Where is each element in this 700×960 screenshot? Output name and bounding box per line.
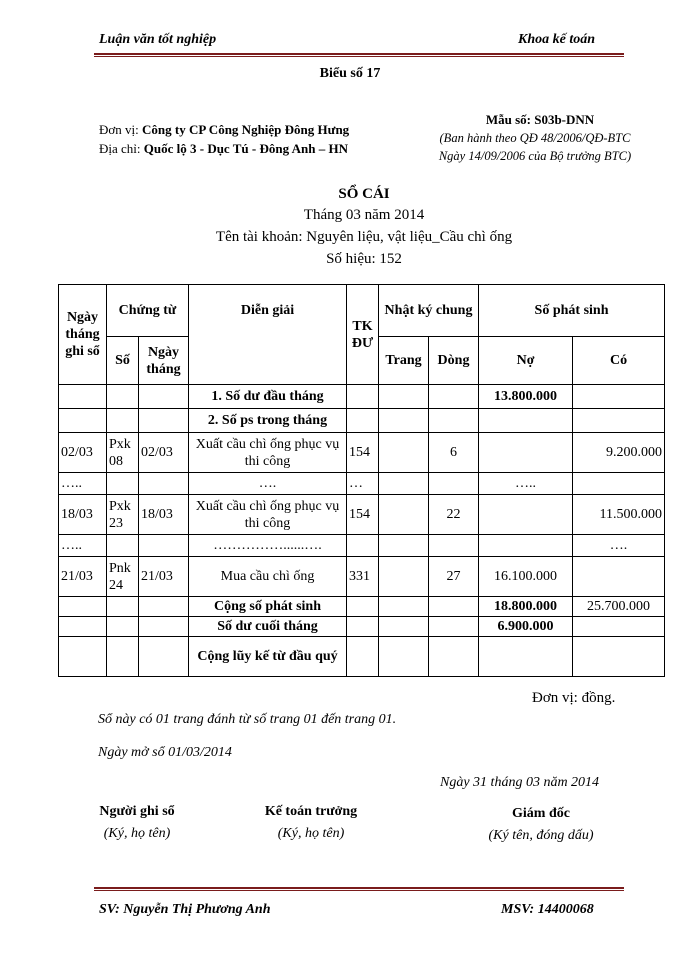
ledger-title: SỔ CÁI (338, 186, 390, 202)
company-address-label: Địa chỉ: (99, 141, 141, 156)
table-row (59, 385, 665, 409)
cell-journal-page (379, 535, 429, 557)
cell-credit: 25.700.000 (573, 597, 665, 617)
cell-journal-page (379, 637, 429, 677)
signature-block-chief-accountant (211, 804, 411, 842)
cell-debit: 16.100.000 (479, 557, 573, 597)
col-header-contra-account: TK ĐƯ (347, 285, 379, 385)
col-header-journal: Nhật ký chung (379, 285, 479, 337)
footer-divider (94, 887, 624, 889)
cell-credit: 11.500.000 (573, 495, 665, 535)
account-number: Số hiệu: 152 (326, 251, 402, 267)
signature-hint: (Ký tên, đóng dấu) (488, 828, 594, 843)
signature-role: Người ghi sổ (99, 804, 175, 819)
cell-description: …. (189, 473, 347, 495)
cell-credit: 9.200.000 (573, 433, 665, 473)
cell-journal-page (379, 597, 429, 617)
cell-credit (573, 637, 665, 677)
cell-voucher-date: 18/03 (139, 495, 189, 535)
cell-description: 2. Số ps trong tháng (189, 409, 347, 433)
cell-debit (479, 535, 573, 557)
cell-contra-account: 331 (347, 557, 379, 597)
ledger-table (58, 284, 665, 677)
currency-unit-note: Đơn vị: đồng. (532, 690, 616, 706)
signing-date: Ngày 31 tháng 03 năm 2014 (440, 775, 600, 790)
cell-description: Số dư cuối tháng (189, 617, 347, 637)
cell-contra-account: 154 (347, 433, 379, 473)
cell-voucher-date (139, 535, 189, 557)
cell-journal-line (429, 535, 479, 557)
footer-student-name: SV: Nguyễn Thị Phương Anh (99, 902, 271, 917)
cell-journal-line: 27 (429, 557, 479, 597)
cell-journal-line (429, 473, 479, 495)
company-unit-label: Đơn vị: (99, 122, 139, 137)
col-header-voucher-date: Ngày tháng (139, 337, 189, 385)
cell-date (59, 597, 107, 617)
cell-voucher-no (107, 535, 139, 557)
col-header-credit: Có (573, 337, 665, 385)
cell-credit: …. (573, 535, 665, 557)
table-row (59, 637, 665, 677)
company-address (99, 141, 348, 157)
cell-date (59, 385, 107, 409)
cell-contra-account (347, 617, 379, 637)
table-row (59, 473, 665, 495)
cell-voucher-no (107, 385, 139, 409)
cell-credit (573, 617, 665, 637)
cell-description: 1. Số dư đầu tháng (189, 385, 347, 409)
cell-contra-account (347, 597, 379, 617)
table-row (59, 617, 665, 637)
cell-description: Mua cầu chì ống (189, 557, 347, 597)
col-header-journal-page: Trang (379, 337, 429, 385)
cell-date (59, 637, 107, 677)
cell-contra-account (347, 409, 379, 433)
cell-description: Xuất cầu chì ống phục vụ thi công (189, 433, 347, 473)
cell-journal-page (379, 409, 429, 433)
table-header-row (59, 285, 665, 337)
signature-block-director (441, 806, 641, 844)
signature-hint: (Ký, họ tên) (277, 826, 345, 841)
cell-journal-page (379, 495, 429, 535)
cell-debit: ….. (479, 473, 573, 495)
cell-voucher-date (139, 637, 189, 677)
col-header-debit: Nợ (479, 337, 573, 385)
signature-hint: (Ký, họ tên) (103, 826, 171, 841)
table-row (59, 557, 665, 597)
signature-block-recorder (37, 804, 237, 842)
cell-journal-line: 6 (429, 433, 479, 473)
cell-contra-account: 154 (347, 495, 379, 535)
cell-voucher-date (139, 409, 189, 433)
cell-voucher-date (139, 385, 189, 409)
company-unit (99, 122, 349, 138)
cell-contra-account (347, 385, 379, 409)
cell-voucher-no (107, 473, 139, 495)
col-header-date: Ngày tháng ghi sổ (59, 285, 107, 385)
cell-journal-line (429, 385, 479, 409)
cell-journal-line: 22 (429, 495, 479, 535)
header-divider (94, 53, 624, 55)
cell-journal-line (429, 617, 479, 637)
cell-voucher-no (107, 597, 139, 617)
cell-date (59, 409, 107, 433)
company-address-value: Quốc lộ 3 - Dục Tú - Đông Anh – HN (143, 141, 348, 156)
footer-divider-thin (94, 890, 624, 891)
cell-description: Xuất cầu chì ống phục vụ thi công (189, 495, 347, 535)
table-row (59, 409, 665, 433)
header-thesis-label: Luận văn tốt nghiệp (99, 32, 217, 47)
cell-description: ……………......…. (189, 535, 347, 557)
cell-credit (573, 557, 665, 597)
cell-description: Cộng lũy kế từ đầu quý (189, 637, 347, 677)
cell-voucher-date (139, 597, 189, 617)
cell-debit (479, 495, 573, 535)
cell-credit (573, 473, 665, 495)
table-row (59, 535, 665, 557)
col-header-voucher: Chứng từ (107, 285, 189, 337)
cell-voucher-date: 02/03 (139, 433, 189, 473)
cell-debit: 6.900.000 (479, 617, 573, 637)
cell-contra-account: … (347, 473, 379, 495)
table-row (59, 495, 665, 535)
cell-description: Cộng số phát sinh (189, 597, 347, 617)
table-row (59, 433, 665, 473)
cell-journal-line (429, 597, 479, 617)
cell-credit (573, 385, 665, 409)
cell-date: 18/03 (59, 495, 107, 535)
header-divider-thin (94, 56, 624, 57)
form-code: Mẫu số: S03b-DNN (485, 112, 595, 127)
signature-role: Giám đốc (512, 806, 570, 821)
signature-role: Kế toán trưởng (264, 804, 358, 819)
cell-voucher-no: Pxk 08 (107, 433, 139, 473)
cell-journal-page (379, 617, 429, 637)
cell-date: ….. (59, 535, 107, 557)
col-header-journal-line: Dòng (429, 337, 479, 385)
col-header-description: Diễn giải (189, 285, 347, 337)
cell-debit: 18.800.000 (479, 597, 573, 617)
cell-voucher-date (139, 617, 189, 637)
col-header-voucher-no: Số (107, 337, 139, 385)
cell-voucher-no (107, 409, 139, 433)
cell-credit (573, 409, 665, 433)
cell-date (59, 617, 107, 637)
cell-voucher-no: Pxk 23 (107, 495, 139, 535)
cell-journal-page (379, 433, 429, 473)
cell-debit (479, 637, 573, 677)
cell-journal-line (429, 409, 479, 433)
cell-debit (479, 409, 573, 433)
cell-voucher-date (139, 473, 189, 495)
cell-contra-account (347, 535, 379, 557)
cell-journal-page (379, 557, 429, 597)
open-date-note: Ngày mở sổ 01/03/2014 (98, 745, 232, 760)
company-unit-value: Công ty CP Công Nghiệp Đông Hưng (142, 122, 350, 137)
cell-date: ….. (59, 473, 107, 495)
cell-journal-line (429, 637, 479, 677)
cell-voucher-date: 21/03 (139, 557, 189, 597)
cell-voucher-no (107, 637, 139, 677)
cell-debit: 13.800.000 (479, 385, 573, 409)
cell-journal-page (379, 385, 429, 409)
account-name: Tên tài khoản: Nguyên liệu, vật liệu_Cầu chì ống (215, 229, 513, 245)
cell-voucher-no: Pnk 24 (107, 557, 139, 597)
cell-date: 21/03 (59, 557, 107, 597)
cell-voucher-no (107, 617, 139, 637)
form-issued-line1: (Ban hành theo QĐ 48/2006/QĐ-BTC (439, 131, 631, 145)
header-faculty-label: Khoa kế toán (518, 32, 596, 47)
col-header-description-blank (189, 337, 347, 385)
col-header-amount: Số phát sinh (479, 285, 665, 337)
cell-contra-account (347, 637, 379, 677)
ledger-period: Tháng 03 năm 2014 (303, 207, 425, 223)
page-count-note: Sổ này có 01 trang đánh từ số trang 01 đến trang 01. (98, 712, 397, 727)
footer-student-id: MSV: 14400068 (501, 902, 594, 917)
cell-debit (479, 433, 573, 473)
cell-journal-page (379, 473, 429, 495)
table-row (59, 597, 665, 617)
cell-date: 02/03 (59, 433, 107, 473)
form-issued-line2: Ngày 14/09/2006 của Bộ trưởng BTC) (438, 149, 632, 163)
form-number: Biểu số 17 (319, 66, 381, 81)
